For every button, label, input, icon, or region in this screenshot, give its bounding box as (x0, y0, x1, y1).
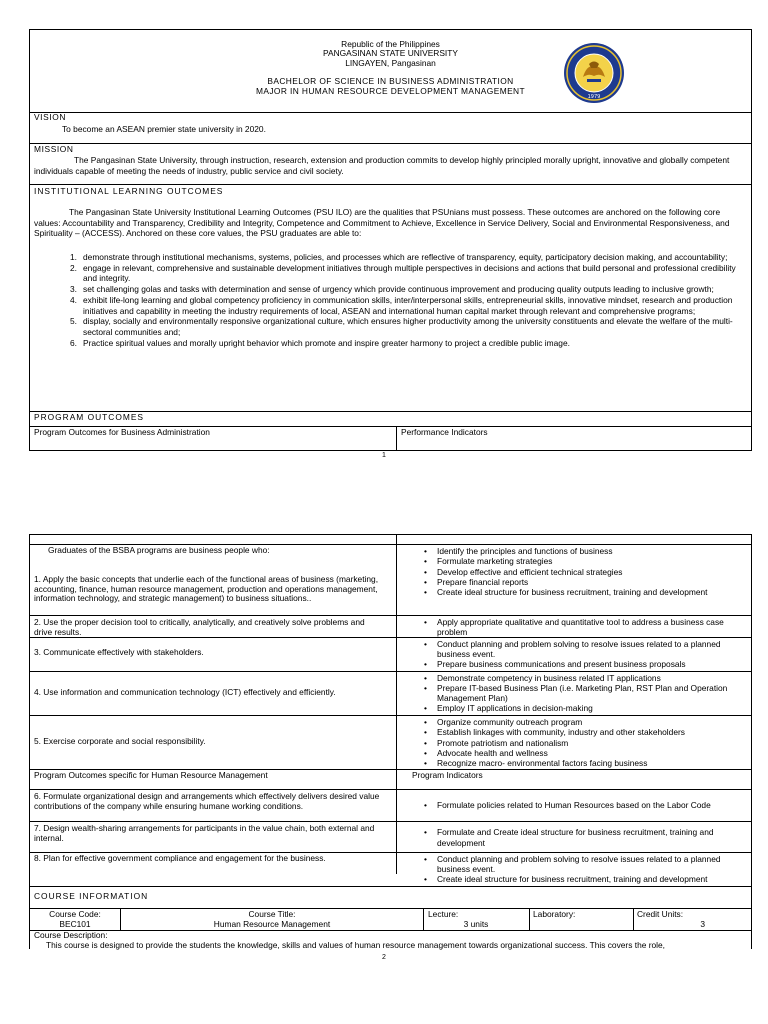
lecture-cell: Lecture: 3 units (428, 909, 524, 929)
divider (30, 112, 751, 113)
list-item: • Create ideal structure for business recruitment, training and development (424, 874, 746, 884)
list-item: 6. Practice spiritual values and morally upright behavior which promote and inspire greater harmony to project a credible public image. (70, 337, 570, 348)
list-item: • Formulate policies related to Human Resources based on the Labor Code (424, 801, 746, 811)
list-item: • Promote patriotism and nationalism (424, 738, 746, 748)
outcome-8: 8. Plan for effective government compliance and engagement for the business. (34, 853, 326, 863)
laboratory-cell: Laboratory: (533, 909, 576, 919)
list-item: • Develop effective and efficient technical strategies (424, 567, 746, 577)
list-item: • Establish linkages with community, industry and other stakeholders (424, 727, 746, 737)
list-item: 3. set challenging golas and tasks with determination and sense of urgency which provide continuous improvement and producing quality outputs leading to inclusive growth; (70, 284, 714, 295)
indicators-6 (424, 801, 746, 811)
header-program: BACHELOR OF SCIENCE IN BUSINESS ADMINISTRATION (267, 76, 514, 87)
divider (30, 184, 751, 185)
page-number: 2 (382, 954, 386, 961)
page-number: 1 (382, 452, 386, 459)
outcome-6: 6. Formulate organizational design and arrangements which effectively delivers desired value contributions of the company while ensuring humane working conditions. (34, 791, 380, 811)
list-item: • Apply appropriate qualitative and quantitative tool to address a business case problem (424, 617, 746, 637)
divider (30, 715, 751, 716)
outcome-3: 3. Communicate effectively with stakeholders. (34, 647, 204, 657)
header-block (30, 40, 751, 96)
hrm-outcomes-header: Program Outcomes specific for Human Resource Management (34, 770, 268, 780)
ilo-intro: The Pangasinan State University Institutional Learning Outcomes (PSU ILO) are the qualities that PSUnians must possess. These outcomes are anchored on the following core values: Accountability and Transparency, Credibility and Integrity, Competence and Commitment to Achieve, Excellence in Service Delivery, Social and Environmental Responsiveness, and Spirituality – (ACCESS). Anchored on these core values, the PSU graduates are able to: (34, 207, 730, 239)
credit-units-cell: Credit Units: 3 (637, 909, 747, 929)
list-item: • Formulate and Create ideal structure for business recruitment, training and development (424, 827, 746, 848)
list-item: • Prepare business communications and present business proposals (424, 659, 746, 669)
course-description-text: This course is designed to provide the students the knowledge, skills and values of human resource management towards organizational success. This covers the role, (46, 941, 665, 950)
course-code: BEC101 (59, 919, 91, 929)
pi-col-header: Performance Indicators (401, 427, 488, 437)
divider (529, 908, 530, 930)
seal-year: 1979 (587, 94, 601, 100)
list-item: • Conduct planning and problem solving to resolve issues related to a planned business event. (424, 639, 746, 659)
divider (30, 671, 751, 672)
list-item: • Formulate marketing strategies (424, 556, 746, 566)
divider (30, 821, 751, 822)
mission-text: The Pangasinan State University, through instruction, research, extension and production commits to develop highly principled morally upright, innovative and globally competent individuals capable of meeting the needs of industry, public service and civil society. (34, 155, 730, 176)
divider (30, 930, 751, 931)
outcome-5: 5. Exercise corporate and social responsibility. (34, 736, 206, 746)
divider (30, 143, 751, 144)
header-university: PANGASINAN STATE UNIVERSITY (323, 48, 458, 59)
divider (30, 637, 751, 638)
divider (423, 908, 424, 930)
ilo-list (70, 252, 746, 348)
list-item: • Prepare IT-based Business Plan (i.e. Marketing Plan, RST Plan and Operation Management Plan) (424, 683, 746, 703)
list-item: • Create ideal structure for business recruitment, training and development (424, 587, 746, 597)
list-item: 1. demonstrate through institutional mechanisms, systems, policies, and processes which are reflective of transparency, equity, participatory decision making, and accountability; (70, 252, 728, 262)
outcome-2: 2. Use the proper decision tool to critically, analytically, and creatively solve problems and drive results. (34, 617, 365, 637)
page-1-frame (29, 29, 752, 451)
lecture-units: 3 units (463, 919, 489, 929)
outcome-7: 7. Design wealth-sharing arrangements for participants in the value chain, both external and internal. (34, 823, 375, 843)
course-title-cell: Course Title: Human Resource Management (121, 909, 423, 929)
header-major: MAJOR IN HUMAN RESOURCE DEVELOPMENT MANAGEMENT (255, 85, 526, 96)
program-outcomes-label: PROGRAM OUTCOMES (34, 412, 144, 422)
indicators-1 (424, 546, 746, 597)
list-item: • Prepare financial reports (424, 577, 746, 587)
divider (30, 886, 751, 887)
course-description-label: Course Description: (34, 930, 108, 940)
indicators-3 (424, 639, 746, 669)
divider (633, 908, 634, 930)
indicators-7 (424, 827, 746, 848)
list-item: • Identify the principles and functions of business (424, 546, 746, 556)
indicators-8 (424, 854, 746, 884)
indicators-5 (424, 717, 746, 768)
course-code-cell: Course Code: BEC101 (30, 909, 120, 929)
hrm-indicators-header: Program Indicators (412, 770, 483, 780)
po-col-header: Program Outcomes for Business Administration (34, 427, 210, 437)
list-item: • Advocate health and wellness (424, 748, 746, 758)
university-seal-logo (563, 42, 625, 104)
header-location: LINGAYEN, Pangasinan (345, 57, 436, 68)
list-item: • Conduct planning and problem solving to resolve issues related to a planned business event. (424, 854, 746, 874)
list-item: 5. display, socially and environmentally responsive organizational culture, which ensures higher productivity among the university constituents and elevate the welfare of the multi-sectoral communities and; (70, 316, 733, 337)
mission-label: MISSION (34, 144, 74, 154)
column-divider (396, 535, 397, 874)
graduates-intro: Graduates of the BSBA programs are business people who: (48, 545, 270, 555)
list-item: • Demonstrate competency in business related IT applications (424, 673, 746, 683)
divider (396, 426, 397, 450)
header-republic: Republic of the Philippines (341, 39, 440, 49)
list-item: 4. exhibit life-long learning and global competency proficiency in communication skills, inter/interpersonal skills, entrepreneurial skills, innovative mindset, research and production initiatives and capability in meeting the industry requirements of local, ASEAN and international human capital market through relevant and comprehensive programs; (70, 294, 733, 316)
outcome-4: 4. Use information and communication technology (ICT) effectively and efficiently. (34, 687, 336, 697)
course-title: Human Resource Management (213, 919, 331, 929)
divider (30, 789, 751, 790)
indicators-4 (424, 673, 746, 713)
list-item: • Employ IT applications in decision-making (424, 703, 746, 713)
ilo-label: INSTITUTIONAL LEARNING OUTCOMES (34, 186, 224, 196)
credit-units: 3 (700, 919, 705, 929)
list-item: • Recognize macro- environmental factors facing business (424, 758, 746, 768)
course-info-label: COURSE INFORMATION (34, 891, 149, 901)
list-item: • Organize community outreach program (424, 717, 746, 727)
outcome-1: 1. Apply the basic concepts that underlie each of the functional areas of business (marketing, accounting, finance, human resource management, production and operations management, information technology, and strategic management) to business situations.. (34, 574, 379, 604)
vision-text: To become an ASEAN premier state university in 2020. (62, 124, 266, 134)
list-item: 2. engage in relevant, comprehensive and sustainable development initiatives through multiple perspectives in decisions and actions that build personal and professional credibility and integrity. (70, 262, 736, 284)
indicators-2 (424, 617, 746, 637)
divider (30, 615, 751, 616)
vision-label: VISION (34, 112, 66, 122)
page-2-frame (29, 534, 752, 949)
